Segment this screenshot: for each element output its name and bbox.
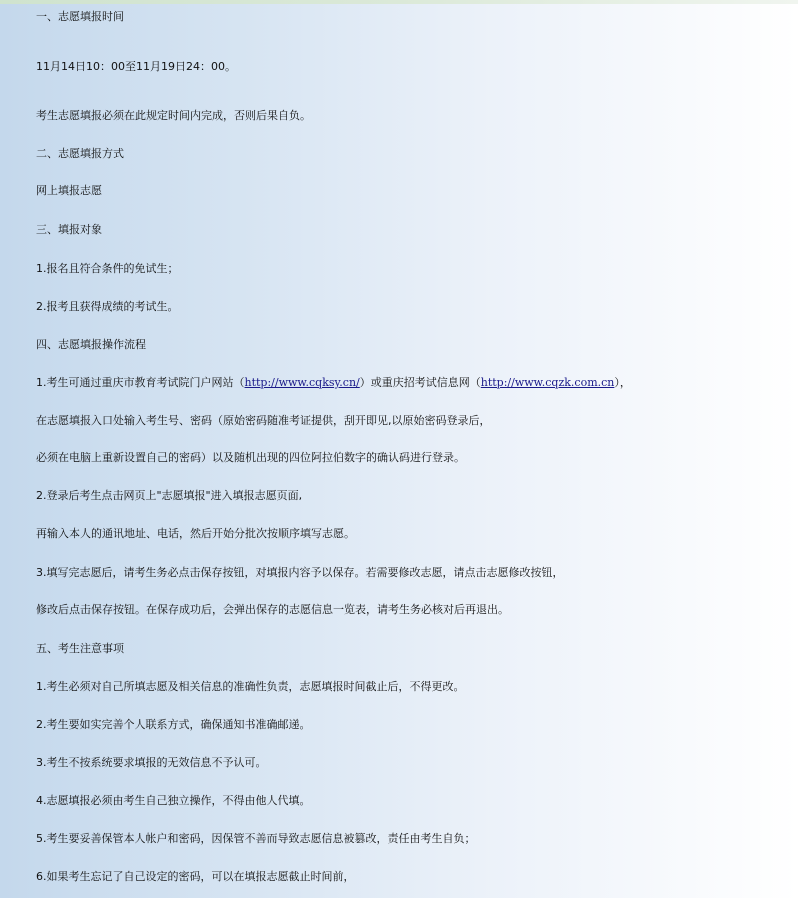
notes-item-4: 4.志愿填报必须由考生自己独立操作，不得由他人代填。 — [36, 794, 311, 807]
section-heading-notes: 五、考生注意事项 — [36, 642, 124, 655]
filing-method-text: 网上填报志愿 — [36, 184, 102, 197]
section-heading-eligibility: 三、填报对象 — [36, 223, 102, 236]
filing-time-range: 11月14日10：00至11月19日24：00。 — [36, 60, 236, 73]
notes-item-6: 6.如果考生忘记了自己设定的密码，可以在填报志愿截止时间前， — [36, 870, 355, 883]
procedure-step-1-prefix: 1.考生可通过重庆市教育考试院门户网站（ — [36, 376, 245, 389]
cqzk-info-link[interactable]: http://www.cqzk.com.cn — [480, 376, 615, 389]
eligibility-item-1: 1.报名且符合条件的免试生； — [36, 262, 179, 275]
section-heading-method: 二、志愿填报方式 — [36, 147, 124, 160]
procedure-step-2-line-2: 再输入本人的通讯地址、电话，然后开始分批次按顺序填写志愿。 — [36, 527, 355, 540]
procedure-step-1-line-3: 必须在电脑上重新设置自己的密码）以及随机出现的四位阿拉伯数字的确认码进行登录。 — [36, 451, 465, 464]
notes-item-5: 5.考生要妥善保管本人帐户和密码，因保管不善而导致志愿信息被篡改，责任由考生自负； — [36, 832, 476, 845]
cqksy-portal-link[interactable]: http://www.cqksy.cn/ — [244, 376, 360, 389]
procedure-step-1-middle: ）或重庆招考试信息网（ — [359, 376, 481, 389]
procedure-step-1-line-1 — [36, 376, 631, 390]
procedure-step-3-line-2: 修改后点击保存按钮。在保存成功后，会弹出保存的志愿信息一览表，请考生务必核对后再退出。 — [36, 603, 509, 616]
procedure-step-3-line-1: 3.填写完志愿后，请考生务必点击保存按钮，对填报内容予以保存。若需要修改志愿，请点击志愿修改按钮， — [36, 566, 564, 579]
notes-item-2: 2.考生要如实完善个人联系方式，确保通知书准确邮递。 — [36, 718, 311, 731]
notes-item-3: 3.考生不按系统要求填报的无效信息不予认可。 — [36, 756, 267, 769]
filing-time-note: 考生志愿填报必须在此规定时间内完成，否则后果自负。 — [36, 109, 311, 122]
top-strip — [0, 0, 798, 4]
notes-item-1: 1.考生必须对自己所填志愿及相关信息的准确性负责，志愿填报时间截止后，不得更改。 — [36, 680, 465, 693]
procedure-step-1-suffix: ）， — [614, 376, 631, 389]
procedure-step-1-line-2: 在志愿填报入口处输入考生号、密码（原始密码随准考证提供，刮开即见,以原始密码登录后， — [36, 414, 491, 427]
eligibility-item-2: 2.报考且获得成绩的考试生。 — [36, 300, 179, 313]
section-heading-time: 一、志愿填报时间 — [36, 10, 124, 23]
procedure-step-2-line-1: 2.登录后考生点击网页上"志愿填报"进入填报志愿页面, — [36, 489, 303, 502]
section-heading-procedure: 四、志愿填报操作流程 — [36, 338, 146, 351]
